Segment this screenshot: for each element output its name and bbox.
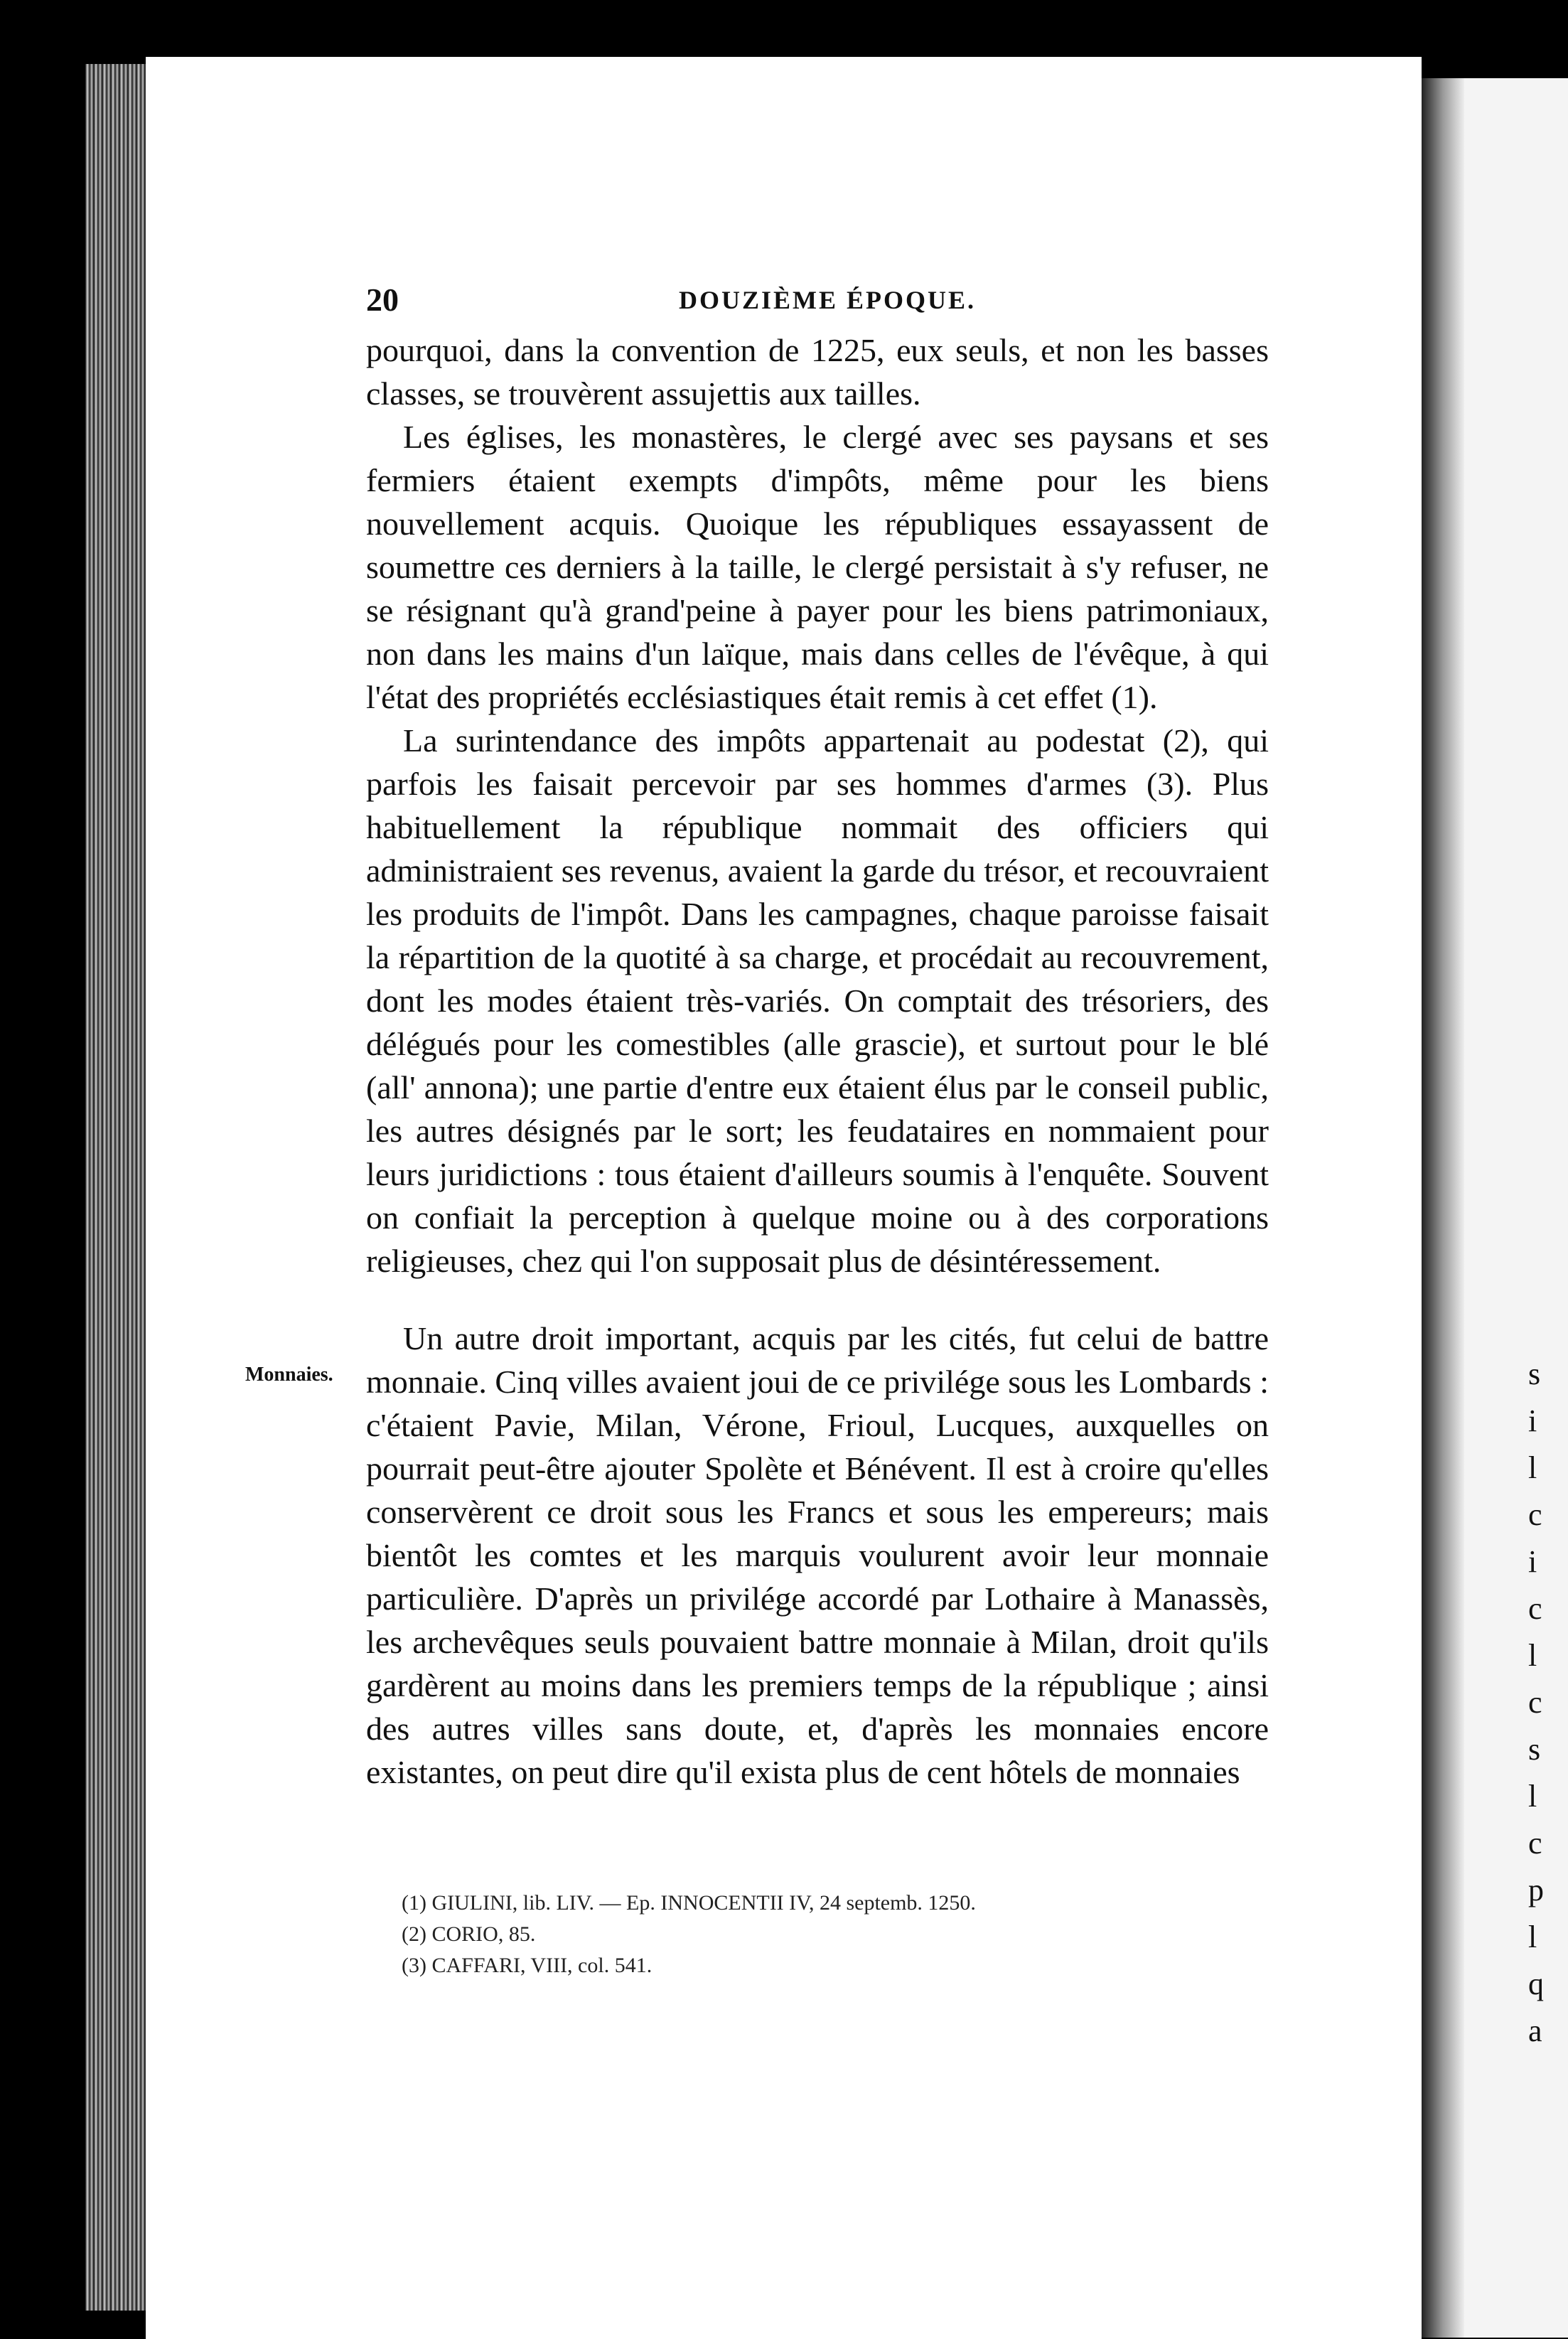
facing-page-letter: l <box>1528 1779 1537 1814</box>
facing-page-letter: l <box>1528 1638 1537 1673</box>
footnote: (1) GIULINI, lib. LIV. — Ep. INNOCENTII IV, 24 septemb. 1250. <box>402 1891 976 1915</box>
margin-note: Monnaies. <box>245 1364 333 1386</box>
facing-page-letter: s <box>1528 1732 1541 1767</box>
facing-page-letter: q <box>1528 1966 1544 2001</box>
facing-page-letter: i <box>1528 1403 1537 1438</box>
facing-page-letter: c <box>1528 1591 1542 1626</box>
footnote: (2) CORIO, 85. <box>402 1922 536 1946</box>
paragraph-monnaies: Un autre droit important, acquis par les cités, fut celui de battre monnaie. Cinq villes avaient joui de ce privilége sous les Lombards : c'étaient Pavie, Milan, Vérone, Frioul, Lucques, auxquelles on pourrait peut-être ajouter Spolète et Bénévent. Il est à croire qu'elles conservèrent ce droit sous les Francs et sous les empereurs; mais bientôt les comtes et les marquis voulurent avoir leur monnaie particulière. D'après un privilége accordé par Lothaire à Manassès, les archevêques seuls pouvaient battre monnaie à Milan, droit qu'ils gardèrent au moins dans les premiers temps de la république ; ainsi des autres villes sans doute, et, d'après les monnaies encore existantes, on peut dire qu'il exista plus de cent hôtels de monnaies <box>366 1320 1269 1790</box>
facing-page-letter: c <box>1528 1826 1542 1861</box>
footnote: (3) CAFFARI, VIII, col. 541. <box>402 1954 653 1977</box>
facing-page-letter: a <box>1528 2013 1542 2048</box>
page-number: 20 <box>366 282 399 318</box>
facing-page-letter: s <box>1528 1356 1541 1391</box>
facing-page-letter: p <box>1528 1873 1544 1907</box>
footnotes <box>402 1888 1183 1981</box>
body-text <box>366 328 1269 1794</box>
paragraph: Les églises, les monastères, le clergé avec ses paysans et ses fermiers étaient exempts d'impôts, même pour les biens nouvellement acquis. Quoique les républiques essayassent de soumettre ces derniers à la taille, le clergé persistait à s'y refuser, ne se résignant qu'à grand'peine à payer pour les biens patrimoniaux, non dans les mains d'un laïque, mais dans celles de l'évêque, à qui l'état des propriétés ecclésiastiques était remis à cet effet (1). <box>366 419 1269 715</box>
facing-page-letter: l <box>1528 1450 1537 1485</box>
facing-page-letter: l <box>1528 1920 1537 1954</box>
paragraph: La surintendance des impôts appartenait au podestat (2), qui parfois les faisait percevoir par ses hommes d'armes (3). Plus habituellement la république nommait des officiers qui administraient ses revenus, avaient la garde du trésor, et recouvraient les produits de l'impôt. Dans les campagnes, chaque paroisse faisait la répartition de la quotité à sa charge, et procédait au recouvrement, dont les modes étaient très-variés. On comptait des trésoriers, des délégués pour les comestibles (alle grascie), et surtout pour le blé (all' annona); une partie d'entre eux étaient élus par le conseil public, les autres désignés par le sort; les feudataires en nommaient pour leurs juridictions : tous étaient d'ailleurs soumis à l'enquête. Souvent on confiait la perception à quelque moine ou à des corporations religieuses, chez qui l'on supposait plus de désintéressement. <box>366 722 1269 1279</box>
facing-page-letter: c <box>1528 1685 1542 1720</box>
facing-page-letters <box>1528 1351 1557 2055</box>
running-head: DOUZIÈME ÉPOQUE. <box>679 286 977 314</box>
facing-page-letter: c <box>1528 1497 1542 1532</box>
page-header <box>366 281 1290 323</box>
facing-page-letter: i <box>1528 1544 1537 1579</box>
paragraph: pourquoi, dans la convention de 1225, eux seuls, et non les basses classes, se trouvèrent assujettis aux tailles. <box>366 332 1269 412</box>
facing-page-shadow <box>1422 78 1464 2338</box>
